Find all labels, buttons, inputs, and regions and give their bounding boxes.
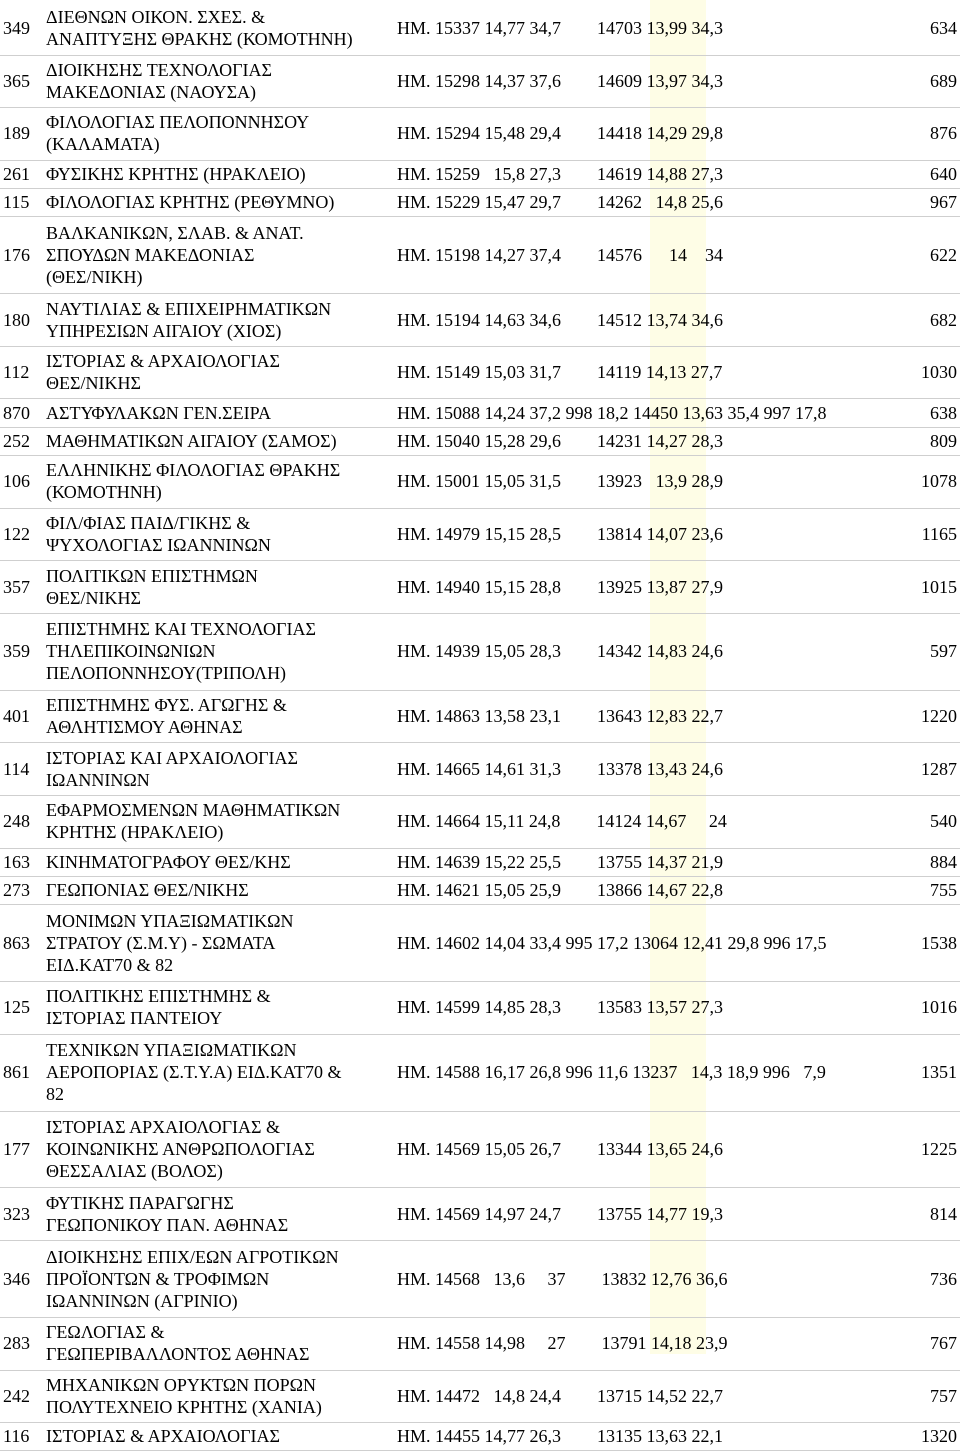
program-code: 870 bbox=[3, 402, 30, 423]
program-code: 357 bbox=[3, 576, 30, 597]
program-name-line: ΕΛΛΗΝΙΚΗΣ ΦΙΛΟΛΟΓΙΑΣ ΘΡΑΚΗΣ bbox=[46, 460, 341, 481]
program-positions: 884 bbox=[930, 851, 957, 872]
table-row bbox=[0, 613, 960, 691]
program-stats: ΗΜ. 14639 15,22 25,5 13755 14,37 21,9 bbox=[397, 851, 724, 872]
table-row bbox=[0, 848, 960, 877]
table-row bbox=[0, 293, 960, 347]
program-name-line: ΑΝΑΠΤΥΞΗΣ ΘΡΑΚΗΣ (ΚΟΜΟΤΗΝΗ) bbox=[46, 29, 353, 50]
program-name bbox=[46, 795, 396, 848]
program-name bbox=[46, 1370, 396, 1423]
program-name-line: ΘΕΣΣΑΛΙΑΣ (ΒΟΛΟΣ) bbox=[46, 1161, 223, 1182]
program-code: 349 bbox=[3, 18, 30, 39]
program-positions: 1015 bbox=[921, 576, 957, 597]
table-row bbox=[0, 560, 960, 614]
program-code: 176 bbox=[3, 244, 30, 265]
program-stats: ΗΜ. 14940 15,15 28,8 13925 13,87 27,9 bbox=[397, 576, 724, 597]
program-name-line: ΙΣΤΟΡΙΑΣ ΑΡΧΑΙΟΛΟΓΙΑΣ & bbox=[46, 1117, 280, 1138]
program-name-line: ΓΕΩΠΟΝΙΑΣ ΘΕΣ/ΝΙΚΗΣ bbox=[46, 880, 249, 901]
program-name-line: ΠΟΛΙΤΙΚΗΣ ΕΠΙΣΤΗΜΗΣ & bbox=[46, 986, 271, 1007]
program-stats: ΗΜ. 14588 16,17 26,8 996 11,6 13237 14,3 18,9 996 7,9 bbox=[397, 1062, 826, 1083]
program-name-line: ΓΕΩΛΟΓΙΑΣ & bbox=[46, 1322, 165, 1343]
program-positions: 876 bbox=[930, 123, 957, 144]
program-positions: 1165 bbox=[921, 523, 957, 544]
program-name-line: ΘΕΣ/ΝΙΚΗΣ bbox=[46, 373, 141, 394]
program-stats: ΗΜ. 14602 14,04 33,4 995 17,2 13064 12,41 29,8 996 17,5 bbox=[397, 932, 827, 953]
program-positions: 1538 bbox=[921, 932, 957, 953]
program-positions: 809 bbox=[930, 430, 957, 451]
program-stats: ΗΜ. 15337 14,77 34,7 14703 13,99 34,3 bbox=[397, 18, 724, 39]
program-positions: 1078 bbox=[921, 471, 957, 492]
program-name bbox=[46, 690, 396, 743]
program-positions: 638 bbox=[930, 402, 957, 423]
program-stats: ΗΜ. 14665 14,61 31,3 13378 13,43 24,6 bbox=[397, 758, 724, 779]
program-positions: 1320 bbox=[921, 1426, 957, 1447]
program-positions: 622 bbox=[930, 244, 957, 265]
program-code: 401 bbox=[3, 706, 30, 727]
program-stats: ΗΜ. 14569 14,97 24,7 13755 14,77 19,3 bbox=[397, 1203, 724, 1224]
program-stats: ΗΜ. 15001 15,05 31,5 13923 13,9 28,9 bbox=[397, 471, 724, 492]
program-name bbox=[46, 560, 396, 613]
program-name-line: ΕΙΔ.ΚΑΤ70 & 82 bbox=[46, 954, 174, 975]
program-name-line: ΦΙΛΟΛΟΓΙΑΣ ΚΡΗΤΗΣ (ΡΕΘΥΜΝΟ) bbox=[46, 192, 335, 213]
program-stats: ΗΜ. 14939 15,05 28,3 14342 14,83 24,6 bbox=[397, 641, 724, 662]
program-code: 189 bbox=[3, 123, 30, 144]
table-row bbox=[0, 346, 960, 400]
program-name bbox=[46, 2, 396, 55]
program-name-line: ΣΤΡΑΤΟΥ (Σ.Μ.Υ) - ΣΩΜΑΤΑ bbox=[46, 932, 276, 953]
program-code: 248 bbox=[3, 811, 30, 832]
program-code: 359 bbox=[3, 641, 30, 662]
program-stats: ΗΜ. 14863 13,58 23,1 13643 12,83 22,7 bbox=[397, 706, 724, 727]
program-stats: ΗΜ. 14621 15,05 25,9 13866 14,67 22,8 bbox=[397, 880, 724, 901]
table-row bbox=[0, 690, 960, 744]
program-positions: 1287 bbox=[921, 758, 957, 779]
program-name-line: ΙΣΤΟΡΙΑΣ & ΑΡΧΑΙΟΛΟΓΙΑΣ bbox=[46, 351, 280, 372]
program-code: 106 bbox=[3, 471, 30, 492]
program-name bbox=[46, 904, 396, 981]
table-row bbox=[0, 1240, 960, 1318]
program-name-line: ΔΙΕΘΝΩΝ ΟΙΚΟΝ. ΣΧΕΣ. & bbox=[46, 7, 266, 28]
program-positions: 767 bbox=[930, 1333, 957, 1354]
program-name-line: ΨΥΧΟΛΟΓΙΑΣ ΙΩΑΝΝΙΝΩΝ bbox=[46, 534, 271, 555]
program-name-line: ΑΣΤΥΦΥΛΑΚΩΝ ΓΕΝ.ΣΕΙΡΑ bbox=[46, 402, 271, 423]
program-code: 242 bbox=[3, 1385, 30, 1406]
program-name-line: ΕΦΑΡΜΟΣΜΕΝΩΝ ΜΑΘΗΜΑΤΙΚΩΝ bbox=[46, 800, 341, 821]
table-row bbox=[0, 160, 960, 189]
program-name-line: ΙΩΑΝΝΙΝΩΝ (ΑΓΡΙΝΙΟ) bbox=[46, 1290, 238, 1311]
program-positions: 1030 bbox=[921, 362, 957, 383]
table-row bbox=[0, 508, 960, 562]
table-row bbox=[0, 1111, 960, 1189]
program-name-line: ΒΑΛΚΑΝΙΚΩΝ, ΣΛΑΒ. & ΑΝΑΤ. bbox=[46, 222, 304, 243]
program-code: 252 bbox=[3, 430, 30, 451]
program-name-line: ΔΙΟΙΚΗΣΗΣ ΕΠΙΧ/ΕΩΝ ΑΓΡΟΤΙΚΩΝ bbox=[46, 1246, 339, 1267]
program-positions: 634 bbox=[930, 18, 957, 39]
program-name bbox=[46, 1188, 396, 1241]
program-name-line: (ΚΑΛΑΜΑΤΑ) bbox=[46, 134, 160, 155]
program-positions: 682 bbox=[930, 309, 957, 330]
program-name-line: ΑΘΛΗΤΙΣΜΟΥ ΑΘΗΝΑΣ bbox=[46, 717, 243, 738]
table-row bbox=[0, 1422, 960, 1451]
program-positions: 814 bbox=[930, 1203, 957, 1224]
program-name-line: ΠΡΟΪΟΝΤΩΝ & ΤΡΟΦΙΜΩΝ bbox=[46, 1268, 270, 1289]
program-name-line: ΤΗΛΕΠΙΚΟΙΝΩΝΙΩΝ bbox=[46, 641, 216, 662]
program-name bbox=[46, 427, 396, 455]
program-name bbox=[46, 55, 396, 108]
program-name-line: ΓΕΩΠΟΝΙΚΟΥ ΠΑΝ. ΑΘΗΝΑΣ bbox=[46, 1214, 289, 1235]
program-code: 273 bbox=[3, 880, 30, 901]
program-name-line: ΙΣΤΟΡΙΑΣ & ΑΡΧΑΙΟΛΟΓΙΑΣ bbox=[46, 1426, 280, 1447]
program-positions: 1016 bbox=[921, 997, 957, 1018]
program-code: 163 bbox=[3, 851, 30, 872]
program-name bbox=[46, 508, 396, 561]
program-name-line: ΥΠΗΡΕΣΙΩΝ ΑΙΓΑΙΟΥ (ΧΙΟΣ) bbox=[46, 320, 282, 341]
program-name-line: ΕΠΙΣΤΗΜΗΣ ΦΥΣ. ΑΓΩΓΗΣ & bbox=[46, 695, 287, 716]
program-code: 114 bbox=[3, 758, 30, 779]
program-positions: 736 bbox=[930, 1268, 957, 1289]
program-name bbox=[46, 346, 396, 399]
program-stats: ΗΜ. 14472 14,8 24,4 13715 14,52 22,7 bbox=[397, 1385, 724, 1406]
program-positions: 689 bbox=[930, 70, 957, 91]
program-name-line: (ΘΕΣ/ΝΙΚΗ) bbox=[46, 266, 143, 287]
program-name-line: ΤΕΧΝΙΚΩΝ ΥΠΑΞΙΩΜΑΤΙΚΩΝ bbox=[46, 1040, 297, 1061]
program-code: 365 bbox=[3, 70, 30, 91]
table-row bbox=[0, 742, 960, 796]
program-name-line: ΣΠΟΥΔΩΝ ΜΑΚΕΔΟΝΙΑΣ bbox=[46, 244, 255, 265]
table-row bbox=[0, 981, 960, 1035]
program-name-line: ΙΩΑΝΝΙΝΩΝ bbox=[46, 769, 150, 790]
program-name bbox=[46, 293, 396, 346]
program-name bbox=[46, 1034, 396, 1111]
program-code: 112 bbox=[3, 362, 30, 383]
program-code: 861 bbox=[3, 1062, 30, 1083]
program-stats: ΗΜ. 14569 15,05 26,7 13344 13,65 24,6 bbox=[397, 1139, 724, 1160]
table-row bbox=[0, 1370, 960, 1424]
table-row bbox=[0, 1034, 960, 1112]
program-stats: ΗΜ. 15259 15,8 27,3 14619 14,88 27,3 bbox=[397, 163, 724, 184]
program-name-line: ΠΟΛΥΤΕΧΝΕΙΟ ΚΡΗΤΗΣ (ΧΑΝΙΑ) bbox=[46, 1396, 322, 1417]
program-name bbox=[46, 399, 396, 427]
table-row bbox=[0, 455, 960, 509]
program-name-line: ΘΕΣ/ΝΙΚΗΣ bbox=[46, 587, 141, 608]
program-positions: 597 bbox=[930, 641, 957, 662]
table-row bbox=[0, 2, 960, 56]
program-code: 177 bbox=[3, 1139, 30, 1160]
program-code: 115 bbox=[3, 192, 30, 213]
table-row bbox=[0, 55, 960, 109]
program-name-line: ΑΕΡΟΠΟΡΙΑΣ (Σ.Τ.Υ.Α) ΕΙΔ.ΚΑΤ70 & bbox=[46, 1062, 342, 1083]
program-positions: 757 bbox=[930, 1385, 957, 1406]
program-name bbox=[46, 1422, 396, 1450]
program-name-line: 82 bbox=[46, 1084, 64, 1105]
program-name-line: ΝΑΥΤΙΛΙΑΣ & ΕΠΙΧΕΙΡΗΜΑΤΙΚΩΝ bbox=[46, 298, 332, 319]
program-name-line: ΔΙΟΙΚΗΣΗΣ ΤΕΧΝΟΛΟΓΙΑΣ bbox=[46, 59, 273, 80]
program-stats: ΗΜ. 14664 15,11 24,8 14124 14,67 24 bbox=[397, 811, 727, 832]
program-name-line: ΠΕΛΟΠΟΝΝΗΣΟΥ(ΤΡΙΠΟΛΗ) bbox=[46, 663, 287, 684]
program-code: 261 bbox=[3, 163, 30, 184]
program-name bbox=[46, 876, 396, 904]
program-name bbox=[46, 742, 396, 795]
program-name-line: ΦΙΛΟΛΟΓΙΑΣ ΠΕΛΟΠΟΝΝΗΣΟΥ bbox=[46, 112, 310, 133]
table-row bbox=[0, 795, 960, 849]
program-stats: ΗΜ. 14568 13,6 37 13832 12,76 36,6 bbox=[397, 1268, 728, 1289]
program-code: 283 bbox=[3, 1333, 30, 1354]
program-name-line: ΦΥΤΙΚΗΣ ΠΑΡΑΓΩΓΗΣ bbox=[46, 1192, 234, 1213]
program-positions: 755 bbox=[930, 880, 957, 901]
program-positions: 1225 bbox=[921, 1139, 957, 1160]
program-stats: ΗΜ. 15088 14,24 37,2 998 18,2 14450 13,63 35,4 997 17,8 bbox=[397, 402, 827, 423]
program-stats: ΗΜ. 15194 14,63 34,6 14512 13,74 34,6 bbox=[397, 309, 724, 330]
program-name-line: ΕΠΙΣΤΗΜΗΣ ΚΑΙ ΤΕΧΝΟΛΟΓΙΑΣ bbox=[46, 619, 316, 640]
program-positions: 1220 bbox=[921, 706, 957, 727]
program-name-line: ΓΕΩΠΕΡΙΒΑΛΛΟΝΤΟΣ ΑΘΗΝΑΣ bbox=[46, 1344, 310, 1365]
program-name bbox=[46, 160, 396, 188]
program-stats: ΗΜ. 14558 14,98 27 13791 14,18 23,9 bbox=[397, 1333, 728, 1354]
program-code: 122 bbox=[3, 523, 30, 544]
program-name bbox=[46, 1111, 396, 1188]
program-code: 116 bbox=[3, 1426, 30, 1447]
program-code: 180 bbox=[3, 309, 30, 330]
program-name-line: ΙΣΤΟΡΙΑΣ ΠΑΝΤΕΙΟΥ bbox=[46, 1008, 223, 1029]
program-stats: ΗΜ. 15298 14,37 37,6 14609 13,97 34,3 bbox=[397, 70, 724, 91]
program-name bbox=[46, 188, 396, 216]
table-row bbox=[0, 399, 960, 428]
program-name-line: ΜΗΧΑΝΙΚΩΝ ΟΡΥΚΤΩΝ ΠΟΡΩΝ bbox=[46, 1374, 317, 1395]
program-name-line: ΜΑΘΗΜΑΤΙΚΩΝ ΑΙΓΑΙΟΥ (ΣΑΜΟΣ) bbox=[46, 430, 337, 451]
program-stats: ΗΜ. 15229 15,47 29,7 14262 14,8 25,6 bbox=[397, 192, 724, 213]
program-stats: ΗΜ. 14455 14,77 26,3 13135 13,63 22,1 bbox=[397, 1426, 724, 1447]
table-row bbox=[0, 1317, 960, 1371]
program-name-line: ΜΟΝΙΜΩΝ ΥΠΑΞΙΩΜΑΤΙΚΩΝ bbox=[46, 910, 294, 931]
program-name-line: (ΚΟΜΟΤΗΝΗ) bbox=[46, 482, 162, 503]
program-positions: 1351 bbox=[921, 1062, 957, 1083]
program-stats: ΗΜ. 14979 15,15 28,5 13814 14,07 23,6 bbox=[397, 523, 724, 544]
table-row bbox=[0, 876, 960, 905]
program-positions: 640 bbox=[930, 163, 957, 184]
program-code: 323 bbox=[3, 1203, 30, 1224]
program-stats: ΗΜ. 15198 14,27 37,4 14576 14 34 bbox=[397, 244, 724, 265]
program-name-line: ΚΡΗΤΗΣ (ΗΡΑΚΛΕΙΟ) bbox=[46, 822, 224, 843]
program-stats: ΗΜ. 15149 15,03 31,7 14119 14,13 27,7 bbox=[397, 362, 723, 383]
table-row bbox=[0, 216, 960, 294]
program-stats: ΗΜ. 14599 14,85 28,3 13583 13,57 27,3 bbox=[397, 997, 724, 1018]
table-row bbox=[0, 427, 960, 456]
program-code: 863 bbox=[3, 932, 30, 953]
table-row bbox=[0, 904, 960, 982]
program-name bbox=[46, 613, 396, 690]
program-name bbox=[46, 107, 396, 160]
program-positions: 540 bbox=[930, 811, 957, 832]
program-name-line: ΙΣΤΟΡΙΑΣ ΚΑΙ ΑΡΧΑΙΟΛΟΓΙΑΣ bbox=[46, 747, 298, 768]
program-name-line: ΚΟΙΝΩΝΙΚΗΣ ΑΝΘΡΩΠΟΛΟΓΙΑΣ bbox=[46, 1139, 315, 1160]
program-name-line: ΠΟΛΙΤΙΚΩΝ ΕΠΙΣΤΗΜΩΝ bbox=[46, 565, 258, 586]
program-name bbox=[46, 1240, 396, 1317]
program-positions: 967 bbox=[930, 192, 957, 213]
table-row bbox=[0, 107, 960, 161]
program-name bbox=[46, 848, 396, 876]
program-name-line: ΜΑΚΕΔΟΝΙΑΣ (ΝΑΟΥΣΑ) bbox=[46, 81, 257, 102]
program-name-line: ΚΙΝΗΜΑΤΟΓΡΑΦΟΥ ΘΕΣ/ΚΗΣ bbox=[46, 851, 291, 872]
program-name bbox=[46, 981, 396, 1034]
program-name-line: ΦΥΣΙΚΗΣ ΚΡΗΤΗΣ (ΗΡΑΚΛΕΙΟ) bbox=[46, 163, 306, 184]
program-code: 346 bbox=[3, 1268, 30, 1289]
table-row bbox=[0, 1188, 960, 1242]
program-stats: ΗΜ. 15294 15,48 29,4 14418 14,29 29,8 bbox=[397, 123, 724, 144]
program-name bbox=[46, 455, 396, 508]
program-name-line: ΦΙΛ/ΦΙΑΣ ΠΑΙΔ/ΓΙΚΗΣ & bbox=[46, 512, 251, 533]
program-name bbox=[46, 216, 396, 293]
program-name bbox=[46, 1317, 396, 1370]
table-row bbox=[0, 188, 960, 217]
program-code: 125 bbox=[3, 997, 30, 1018]
program-stats: ΗΜ. 15040 15,28 29,6 14231 14,27 28,3 bbox=[397, 430, 724, 451]
